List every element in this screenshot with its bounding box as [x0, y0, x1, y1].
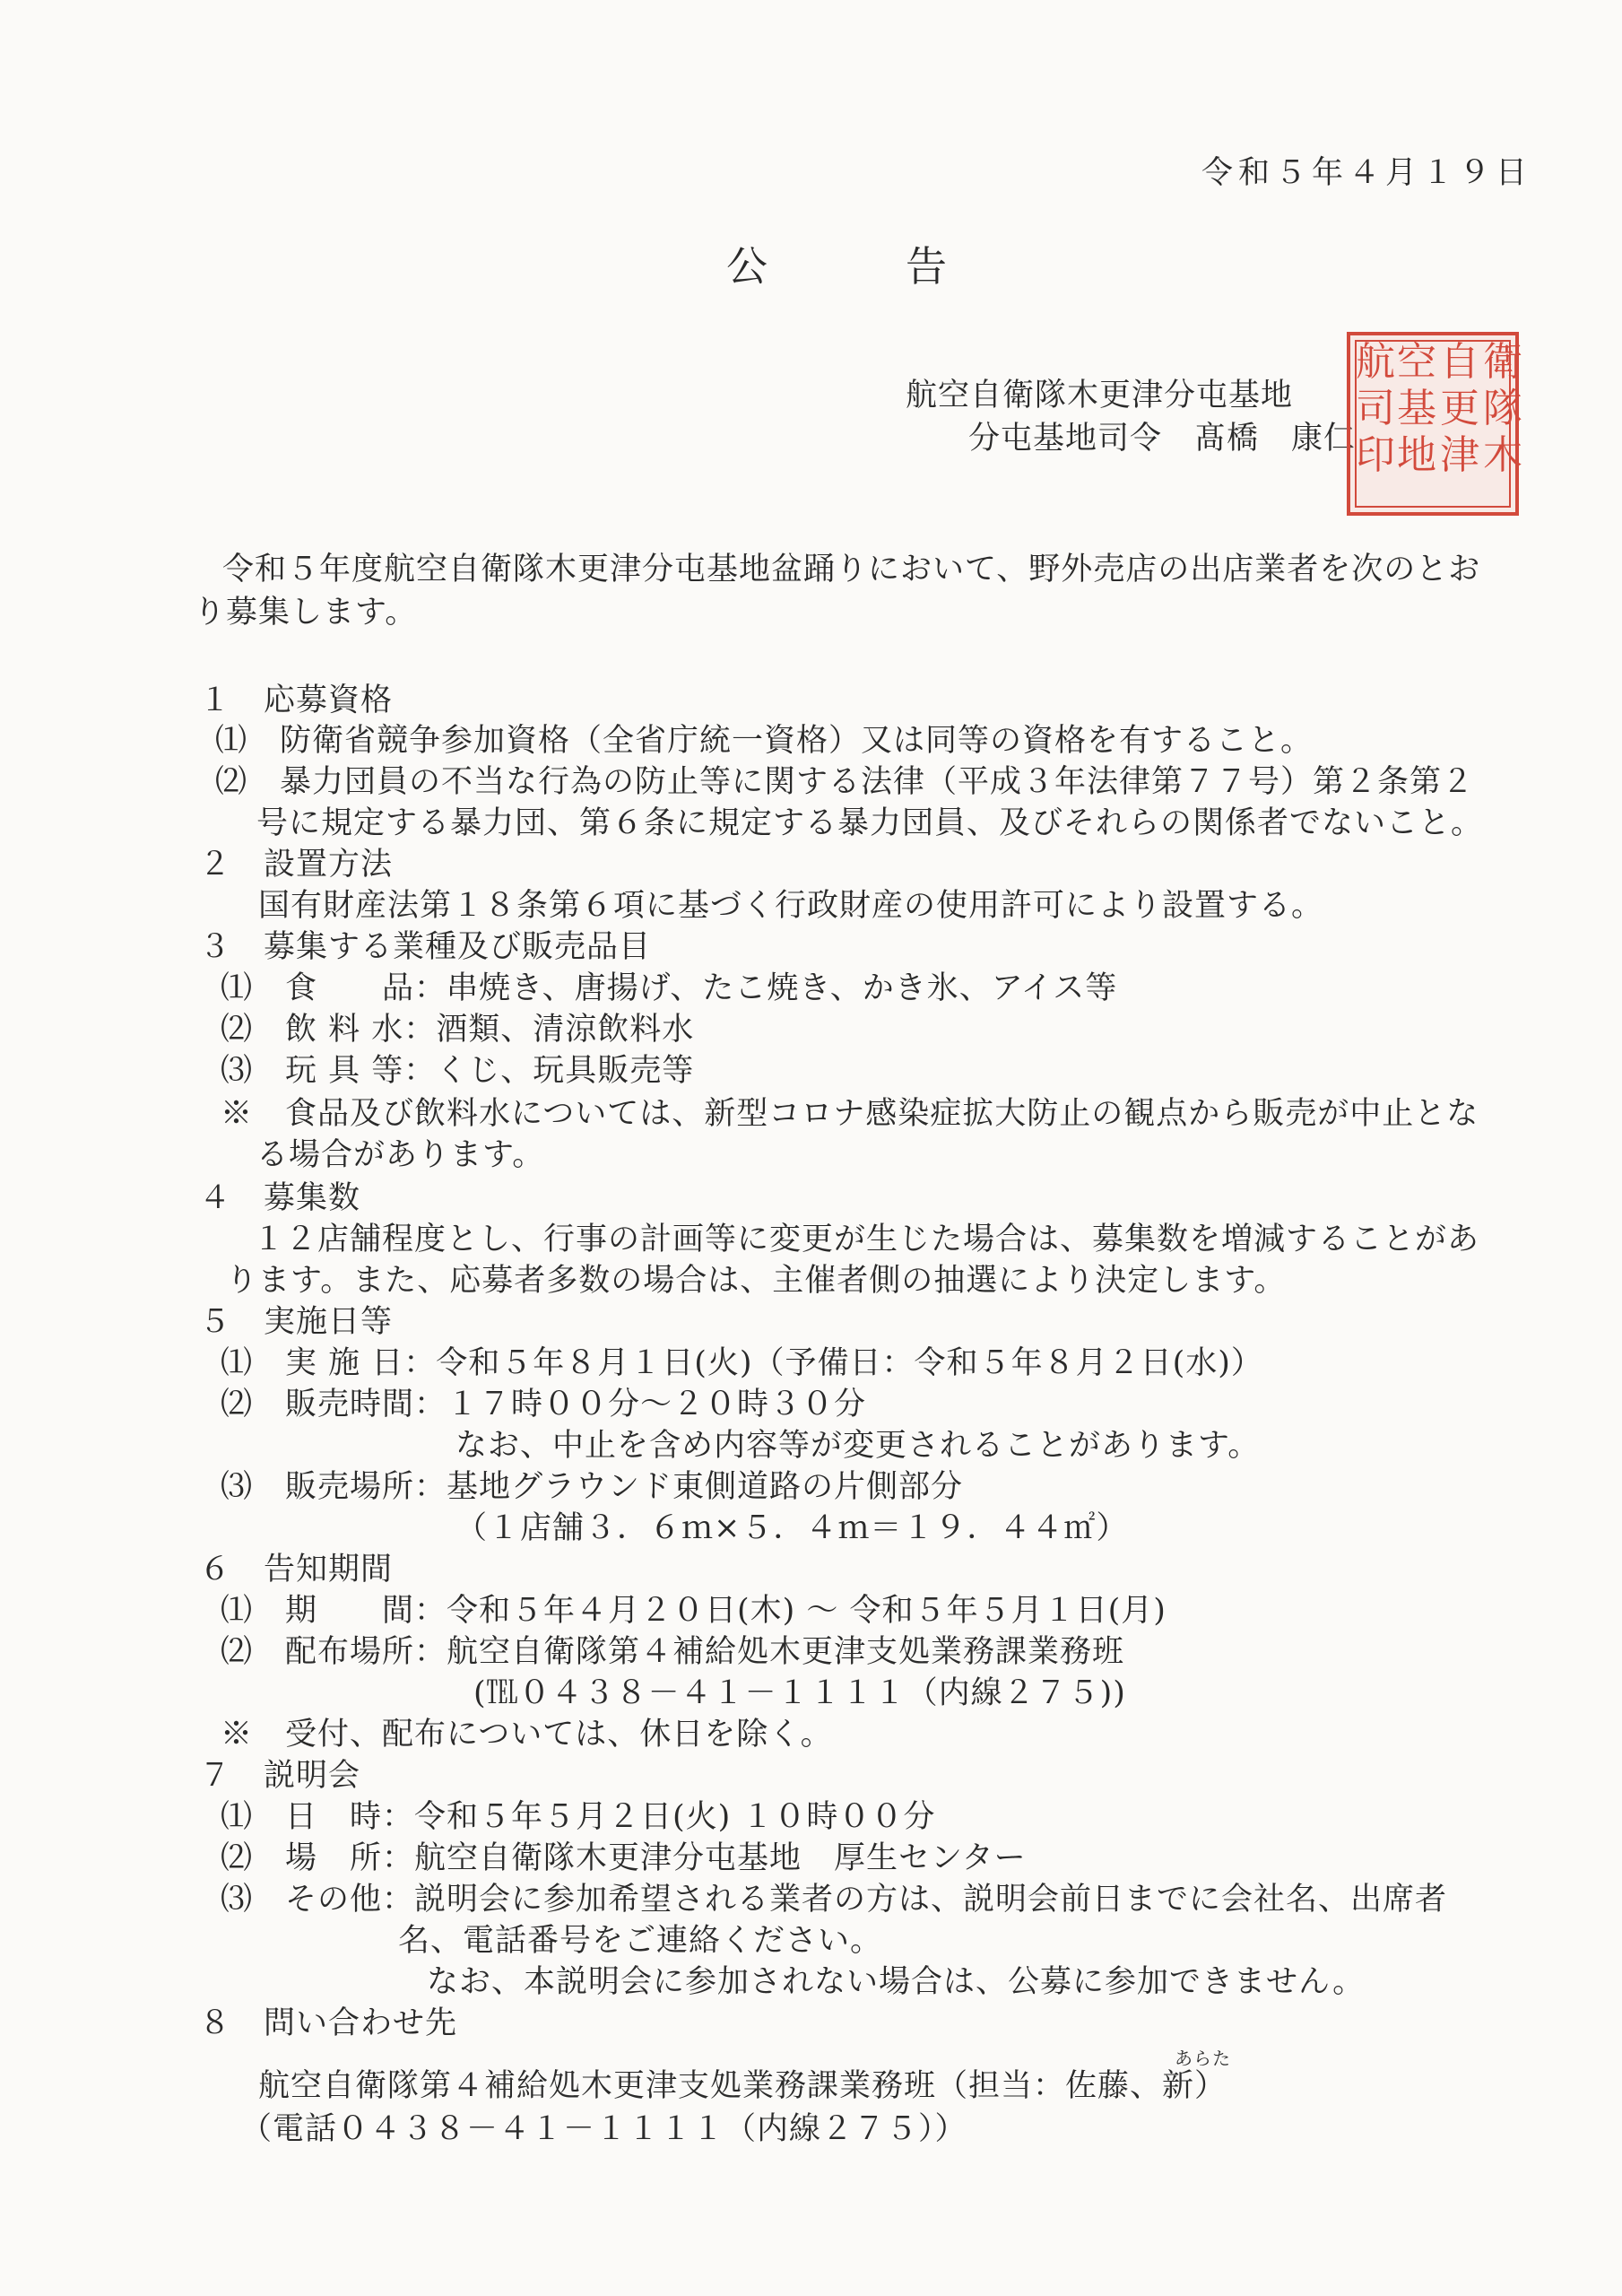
section-1-item-1: ⑴ 防衛省競争参加資格（全省庁統一資格）又は同等の資格を有すること。: [215, 723, 1314, 759]
section-6-heading: ６ 告知期間: [199, 1552, 394, 1587]
title-char-1: 公: [726, 242, 768, 291]
section-1-item-2a: ⑵ 暴力団員の不当な行為の防止等に関する法律（平成３年法律第７７号）第２条第２: [215, 764, 1475, 800]
contact-name-ruby: あらた: [1175, 2048, 1231, 2069]
intro-line-1: 令和５年度航空自衛隊木更津分屯基地盆踊りにおいて、野外売店の出店業者を次のとお: [222, 552, 1481, 587]
section-5-item-2: ⑵ 販売時間：１７時００分～２０時３０分: [221, 1387, 867, 1422]
section-6-note: ※ 受付、配布については、休日を除く。: [221, 1717, 833, 1752]
section-6-item-1: ⑴ 期 間：令和５年４月２０日(木) ～ 令和５年５月１日(月): [221, 1593, 1167, 1629]
issuer-commander: 分屯基地司令 髙橋 康仁: [968, 421, 1357, 457]
issuer-organization: 航空自衛隊木更津分屯基地: [906, 378, 1294, 413]
official-seal: 衛 隊 木 自 更 津 空 基 地 航 司 印: [1347, 332, 1519, 516]
section-7-item-3b: 名、電話番号をご連絡ください。: [398, 1923, 883, 1959]
section-5-item-3-note: （１店舗３．６ｍ×５．４ｍ＝１９．４４㎡）: [455, 1510, 1129, 1546]
section-4-body-a: １２店舗程度とし、行事の計画等に変更が生じた場合は、募集数を増減することがあ: [253, 1222, 1480, 1257]
section-4-body-b: ります。また、応募者多数の場合は、主催者側の抽選により決定します。: [226, 1263, 1287, 1299]
title-char-2: 告: [906, 242, 948, 291]
section-7-item-3a: ⑶ その他：説明会に参加希望される業者の方は、説明会前日までに会社名、出席者: [221, 1882, 1448, 1918]
intro-line-2: り募集します。: [194, 595, 418, 631]
section-5-heading: ５ 実施日等: [199, 1304, 394, 1340]
contact-line-1: 航空自衛隊第４補給処木更津支処業務課業務班（担当：佐藤、新）: [258, 2068, 1227, 2104]
contact-line-2: （電話０４３８－４１－１１１１（内線２７５））: [240, 2111, 967, 2147]
section-1-item-2b: 号に規定する暴力団、第６条に規定する暴力団員、及びそれらの関係者でないこと。: [256, 805, 1484, 841]
section-6-item-2: ⑵ 配布場所：航空自衛隊第４補給処木更津支処業務課業務班: [221, 1634, 1125, 1670]
section-7-heading: ７ 説明会: [199, 1758, 361, 1794]
section-3-note-b: る場合があります。: [256, 1137, 545, 1173]
section-2-heading: ２ 設置方法: [199, 847, 394, 883]
section-7-item-3c: なお、本説明会に参加されない場合は、公募に参加できません。: [427, 1964, 1366, 2000]
section-6-item-2-note: (℡０４３８－４１－１１１１（内線２７５)): [473, 1675, 1126, 1711]
section-7-item-2: ⑵ 場 所：航空自衛隊木更津分屯基地 厚生センター: [221, 1840, 1027, 1876]
section-7-item-1: ⑴ 日 時：令和５年５月２日(火) １０時００分: [221, 1799, 936, 1835]
section-1-heading: １ 応募資格: [199, 683, 394, 718]
section-3-heading: ３ 募集する業種及び販売品目: [199, 929, 652, 965]
section-3-note-a: ※ 食品及び飲料水については、新型コロナ感染症拡大防止の観点から販売が中止とな: [221, 1096, 1479, 1132]
section-5-item-1: ⑴ 実 施 日：令和５年８月１日(火)（予備日：令和５年８月２日(水)）: [221, 1345, 1263, 1381]
section-3-item-1: ⑴ 食 品：串焼き、唐揚げ、たこ焼き、かき氷、アイス等: [221, 970, 1118, 1006]
section-4-heading: ４ 募集数: [199, 1180, 361, 1216]
section-2-body: 国有財産法第１８条第６項に基づく行政財産の使用許可により設置する。: [258, 888, 1324, 924]
section-8-heading: ８ 問い合わせ先: [199, 2005, 458, 2041]
section-3-item-2: ⑵ 飲 料 水：酒類、清涼飲料水: [221, 1012, 695, 1048]
section-5-item-2-note: なお、中止を含め内容等が変更されることがあります。: [455, 1428, 1261, 1464]
section-3-item-3: ⑶ 玩 具 等：くじ、玩具販売等: [221, 1053, 695, 1089]
section-5-item-3: ⑶ 販売場所：基地グラウンド東側道路の片側部分: [221, 1469, 964, 1505]
document-date: 令和５年４月１９日: [1201, 155, 1533, 191]
